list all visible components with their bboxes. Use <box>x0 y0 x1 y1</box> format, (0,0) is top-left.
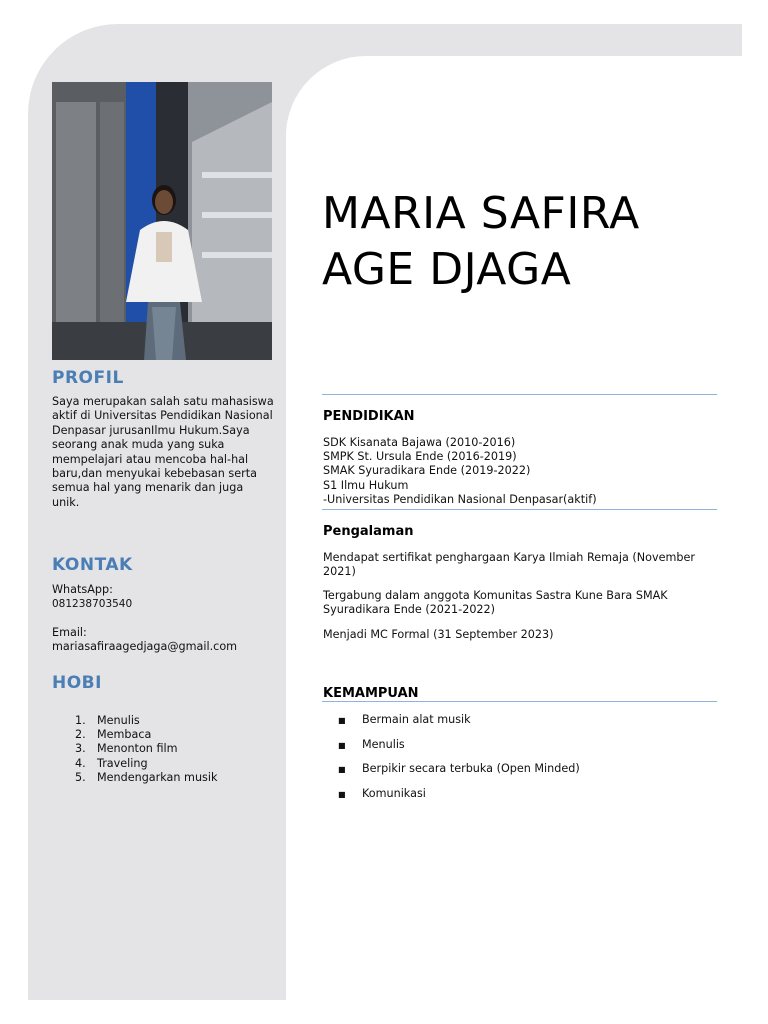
contact-block <box>52 583 270 655</box>
email-address[interactable]: mariasafiraagedjaga@gmail.com <box>52 640 238 654</box>
skill-item <box>338 738 580 763</box>
education-line: SDK Kisanata Bajawa (2010-2016) <box>323 436 516 449</box>
square-bullet-icon: ■ <box>338 789 346 799</box>
section-divider <box>322 509 717 510</box>
hobby-item <box>52 757 217 771</box>
skill-text: Berpikir secara terbuka (Open Minded) <box>362 762 580 775</box>
section-divider <box>322 701 717 702</box>
skill-item <box>338 762 580 787</box>
profile-photo <box>52 82 272 360</box>
experience-entry <box>323 551 713 579</box>
whatsapp-label: WhatsApp: <box>52 583 113 596</box>
hobbies-list <box>52 714 217 785</box>
hobby-item <box>52 771 217 785</box>
hobbies-heading: HOBI <box>52 673 102 693</box>
hobby-number: 3. <box>75 742 86 756</box>
square-bullet-icon: ■ <box>338 765 346 774</box>
profile-text <box>52 395 274 510</box>
education-heading: PENDIDIKAN <box>323 409 415 424</box>
experience-line: Syuradikara Ende (2021-2022) <box>323 603 496 617</box>
section-divider <box>322 394 717 395</box>
skills-heading: KEMAMPUAN <box>323 686 419 701</box>
square-bullet-icon: ■ <box>338 716 346 725</box>
email-label: Email: <box>52 625 87 639</box>
experience-line: Menjadi MC Formal (31 September 2023) <box>323 628 554 641</box>
hobby-number: 5. <box>75 770 86 784</box>
experience-entry <box>323 589 713 617</box>
hobby-text: Menonton film <box>97 742 178 756</box>
experience-entry <box>323 628 713 642</box>
skill-item <box>338 787 580 812</box>
profile-line: seorang anak muda yang suka <box>52 438 225 452</box>
education-line: SMAK Syuradikara Ende (2019-2022) <box>323 464 531 478</box>
experience-line: Tergabung dalam anggota Komunitas Sastra Kune Bara SMAK <box>323 589 668 602</box>
hobby-number: 4. <box>75 756 86 770</box>
name-line-1: MARIA SAFIRA <box>322 188 640 239</box>
profile-photo-illustration <box>52 82 272 360</box>
hobby-item <box>52 728 217 742</box>
hobby-item <box>52 714 217 728</box>
contact-heading: KONTAK <box>52 555 133 575</box>
profile-line: aktif di Universitas Pendidikan Nasional <box>52 409 273 423</box>
skill-text: Bermain alat musik <box>362 713 471 726</box>
name-line-2: AGE DJAGA <box>322 244 572 295</box>
profile-line: unik. <box>52 495 80 509</box>
profile-line: Saya merupakan salah satu mahasiswa <box>52 395 274 408</box>
education-list <box>323 436 713 507</box>
hobby-text: Menulis <box>97 714 140 727</box>
skills-list <box>338 713 580 811</box>
hobby-item <box>52 742 217 756</box>
experience-heading: Pengalaman <box>323 524 414 539</box>
profile-heading: PROFIL <box>52 368 124 388</box>
profile-line: mempelajari atau mencoba hal-hal <box>52 452 249 466</box>
square-bullet-icon: ■ <box>338 740 346 750</box>
experience-line: Mendapat sertifikat penghargaan Karya Ilmiah Remaja (November <box>323 551 695 564</box>
experience-line: 2021) <box>323 565 356 579</box>
education-line: S1 Ilmu Hukum <box>323 478 409 492</box>
skill-item <box>338 713 580 738</box>
skill-text: Komunikasi <box>362 786 426 800</box>
hobby-number: 1. <box>75 714 86 727</box>
education-line: -Universitas Pendidikan Nasional Denpasar(aktif) <box>323 492 597 506</box>
hobby-text: Membaca <box>97 728 152 742</box>
education-line: SMPK St. Ursula Ende (2016-2019) <box>323 450 517 464</box>
profile-line: baru,dan menyukai kebebasan serta <box>52 467 257 481</box>
hobby-text: Mendengarkan musik <box>97 770 218 784</box>
hobby-text: Traveling <box>97 756 148 770</box>
profile-line: semua hal yang menarik dan juga <box>52 481 244 495</box>
profile-line: Denpasar jurusanIlmu Hukum.Saya <box>52 423 250 437</box>
whatsapp-number[interactable]: 081238703540 <box>52 598 133 611</box>
hobby-number: 2. <box>75 728 86 742</box>
skill-text: Menulis <box>362 737 405 751</box>
